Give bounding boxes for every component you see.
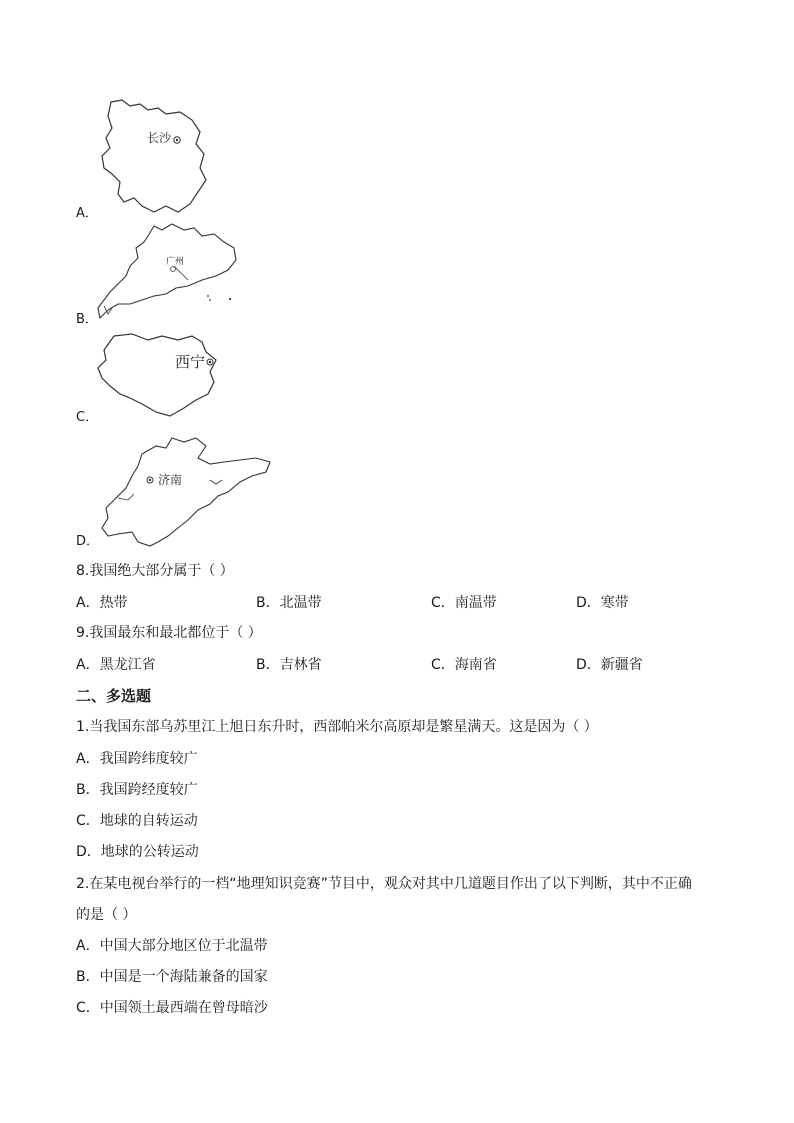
question-9-option-c: C．海南省 — [431, 657, 497, 673]
question-8-option-d: D．寒带 — [576, 595, 629, 611]
city-label-guangzhou: 广州 — [166, 257, 185, 267]
question-8-option-a: A．热带 — [76, 595, 128, 611]
question-8-option-c: C．南温带 — [431, 595, 497, 611]
map-option-c-letter: C． — [76, 410, 99, 425]
multi-question-2-option-a: A．中国大部分地区位于北温带 — [76, 938, 268, 954]
map-option-b-letter: B． — [76, 312, 98, 327]
question-8-stem: 8.我国绝大部分属于（ ） — [76, 563, 234, 579]
multi-question-1-option-c: C．地球的自转运动 — [76, 813, 198, 829]
map-option-a-letter: A． — [76, 206, 98, 221]
question-9-stem: 9.我国最东和最北都位于（ ） — [76, 625, 262, 641]
city-label-xining: 西宁 — [175, 353, 206, 371]
question-9-option-b: B．吉林省 — [256, 657, 322, 673]
city-label-changsha: 长沙 — [147, 131, 172, 145]
question-8-option-b: B．北温带 — [256, 595, 322, 611]
question-9-option-d: D．新疆省 — [576, 657, 643, 673]
multi-question-2-stem-line2: 的是（ ） — [76, 907, 137, 923]
map-hunan — [96, 98, 216, 216]
multi-question-1-option-a: A．我国跨纬度较广 — [76, 751, 198, 767]
map-guangdong — [96, 222, 241, 322]
multi-question-2-stem-line1: 2.在某电视台举行的一档“地理知识竞赛”节目中，观众对其中几道题目作出了以下判断，其中不正确 — [76, 876, 692, 892]
section-heading-multiple-choice: 二、多选题 — [76, 687, 152, 705]
multi-question-1-option-d: D．地球的公转运动 — [76, 844, 199, 860]
map-qinghai — [96, 332, 220, 418]
multi-question-2-option-c: C．中国领土最西端在曾母暗沙 — [76, 1000, 268, 1016]
multi-question-1-option-b: B．我国跨经度较广 — [76, 782, 198, 798]
multi-question-2-option-b: B．中国是一个海陆兼备的国家 — [76, 969, 268, 985]
question-9-option-a: A．黑龙江省 — [76, 657, 156, 673]
map-shandong — [94, 436, 274, 548]
city-label-jinan: 济南 — [158, 473, 183, 487]
multi-question-1-stem: 1.当我国东部乌苏里江上旭日东升时，西部帕米尔高原却是繁星满天。这是因为（ ） — [76, 719, 598, 735]
map-option-d-letter: D． — [76, 534, 100, 549]
